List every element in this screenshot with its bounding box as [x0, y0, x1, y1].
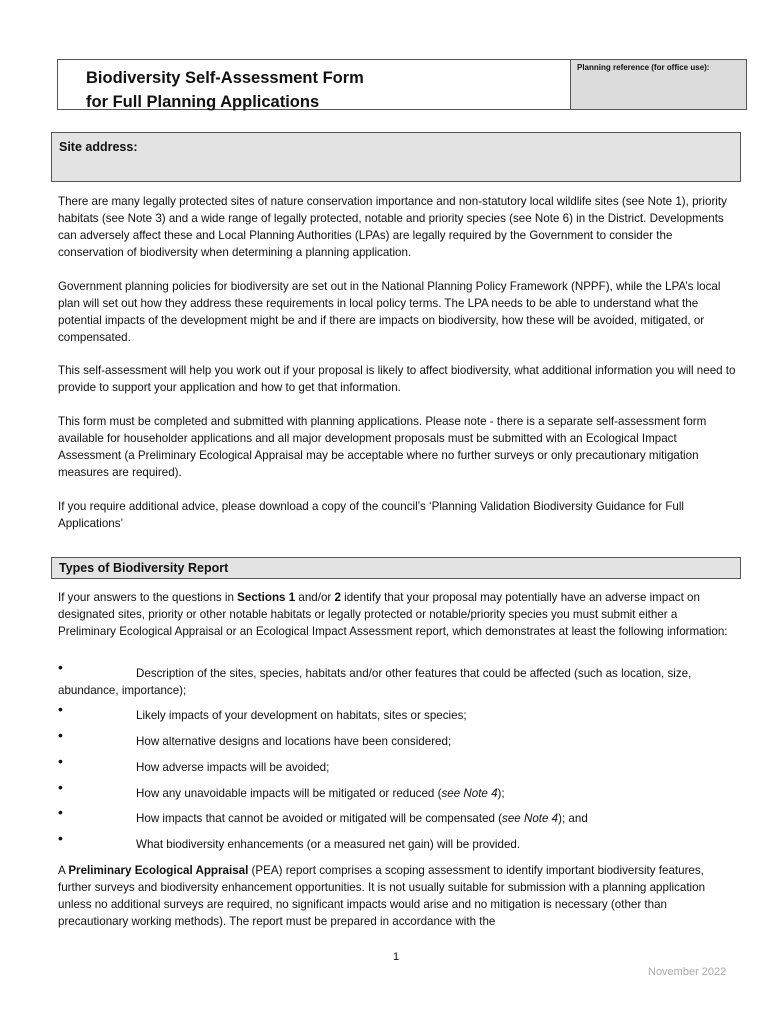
form-title-line1: Biodiversity Self-Assessment Form [86, 69, 364, 87]
bullet-icon: • [58, 753, 63, 769]
intro-paragraph-4: This form must be completed and submitted with planning applications. Please note - there is a separate self-assessment form available for householder applications and all major development proposals must be submitted with an Ecological Impact Assessment (a Preliminary Ecological Appraisal may be acceptable where no further surveys or only precautionary mitigation measures are required). [58, 415, 707, 479]
form-title [58, 60, 570, 109]
list-item-text: How alternative designs and locations have been considered; [136, 735, 452, 748]
text-run: ); and [558, 812, 588, 825]
section-heading-types [51, 557, 741, 579]
site-address-field[interactable] [51, 132, 741, 182]
list-item [58, 659, 738, 699]
intro-paragraph-1: There are many legally protected sites of nature conservation importance and non-statutory local wildlife sites (see Note 1), priority habitats (see Note 3) and a wide range of legally protected, notable and priority species (see Note 6) in the District. Developments can adversely affect these and Local Planning Authorities (LPAs) are legally required by the Government to consider the conservation of biodiversity when determining a planning application. [58, 195, 727, 259]
bullet-icon: • [58, 804, 63, 820]
section-heading-text: Types of Biodiversity Report [59, 561, 229, 575]
intro-paragraph-2: Government planning policies for biodiversity are set out in the National Planning Policy Framework (NPPF), while the LPA’s local plan will set out how they address these requirements in local policy terms. The LPA needs to be able to understand what the potential impacts of the development might be and if there are impacts on biodiversity, how these will be avoided, mitigated, or compensated. [58, 280, 721, 344]
list-item-text: What biodiversity enhancements (or a measured net gain) will be provided. [136, 838, 521, 851]
planning-reference-field[interactable] [570, 60, 746, 109]
bullet-icon: • [58, 701, 63, 717]
list-item-text: Likely impacts of your development on habitats, sites or species; [136, 709, 467, 722]
page-number: 1 [393, 951, 400, 963]
bold-sections-1: Sections 1 [237, 591, 296, 604]
text-run: and/or [295, 591, 335, 604]
text-run: ); [497, 787, 505, 800]
form-header [57, 59, 747, 110]
text-run: identify that your proposal may potentially have an adverse impact on designated sites, priority or other notable habitats or legally protected or notable/priority species you must submit either a Preliminary Ecological Appraisal or an Ecological Impact Assessment report, which demonstrates at least the following information: [58, 591, 728, 638]
text-run: How impacts that cannot be avoided or mitigated will be compensated ( [136, 812, 503, 825]
planning-reference-label: Planning reference (for office use): [577, 63, 710, 72]
bullet-icon: • [58, 659, 63, 675]
list-item-text: How adverse impacts will be avoided; [136, 761, 330, 774]
text-run: How any unavoidable impacts will be mitigated or reduced ( [136, 787, 442, 800]
types-paragraph [58, 589, 738, 640]
intro-paragraph-5: If you require additional advice, please download a copy of the council’s ‘Planning Validation Biodiversity Guidance for Full Applications’ [58, 500, 685, 530]
bold-pea: Preliminary Ecological Appraisal [68, 864, 249, 877]
note-reference: see Note 4 [502, 812, 559, 825]
site-address-label: Site address: [59, 140, 138, 154]
note-reference: see Note 4 [441, 787, 498, 800]
bullet-icon: • [58, 779, 63, 795]
footer-date: November 2022 [648, 966, 727, 978]
text-run: A [58, 864, 69, 877]
text-run: If your answers to the questions in [58, 591, 238, 604]
intro-paragraph-3: This self-assessment will help you work out if your proposal is likely to affect biodiversity, what additional information you will need to provide to support your application and how to get that information. [58, 364, 736, 394]
form-title-line2: for Full Planning Applications [86, 93, 320, 111]
pea-paragraph [58, 862, 738, 930]
list-item-text: Description of the sites, species, habitats and/or other features that could be affected (such as location, size, abundance, importance); [58, 667, 692, 697]
list-item-text [136, 785, 505, 802]
text-run: (PEA) report comprises a scoping assessment to identify important biodiversity features, further surveys and biodiversity enhancement opportunities. It is not usually suitable for submission with a planning application unless no additional surveys are required, no significant impacts would arise and no mitigation is necessary (other than precautionary working methods). The report must be prepared in accordance with the [58, 864, 706, 928]
list-item-text [136, 810, 588, 827]
bullet-icon: • [58, 727, 63, 743]
bullet-icon: • [58, 830, 63, 846]
bold-sections-2: 2 [334, 591, 341, 604]
